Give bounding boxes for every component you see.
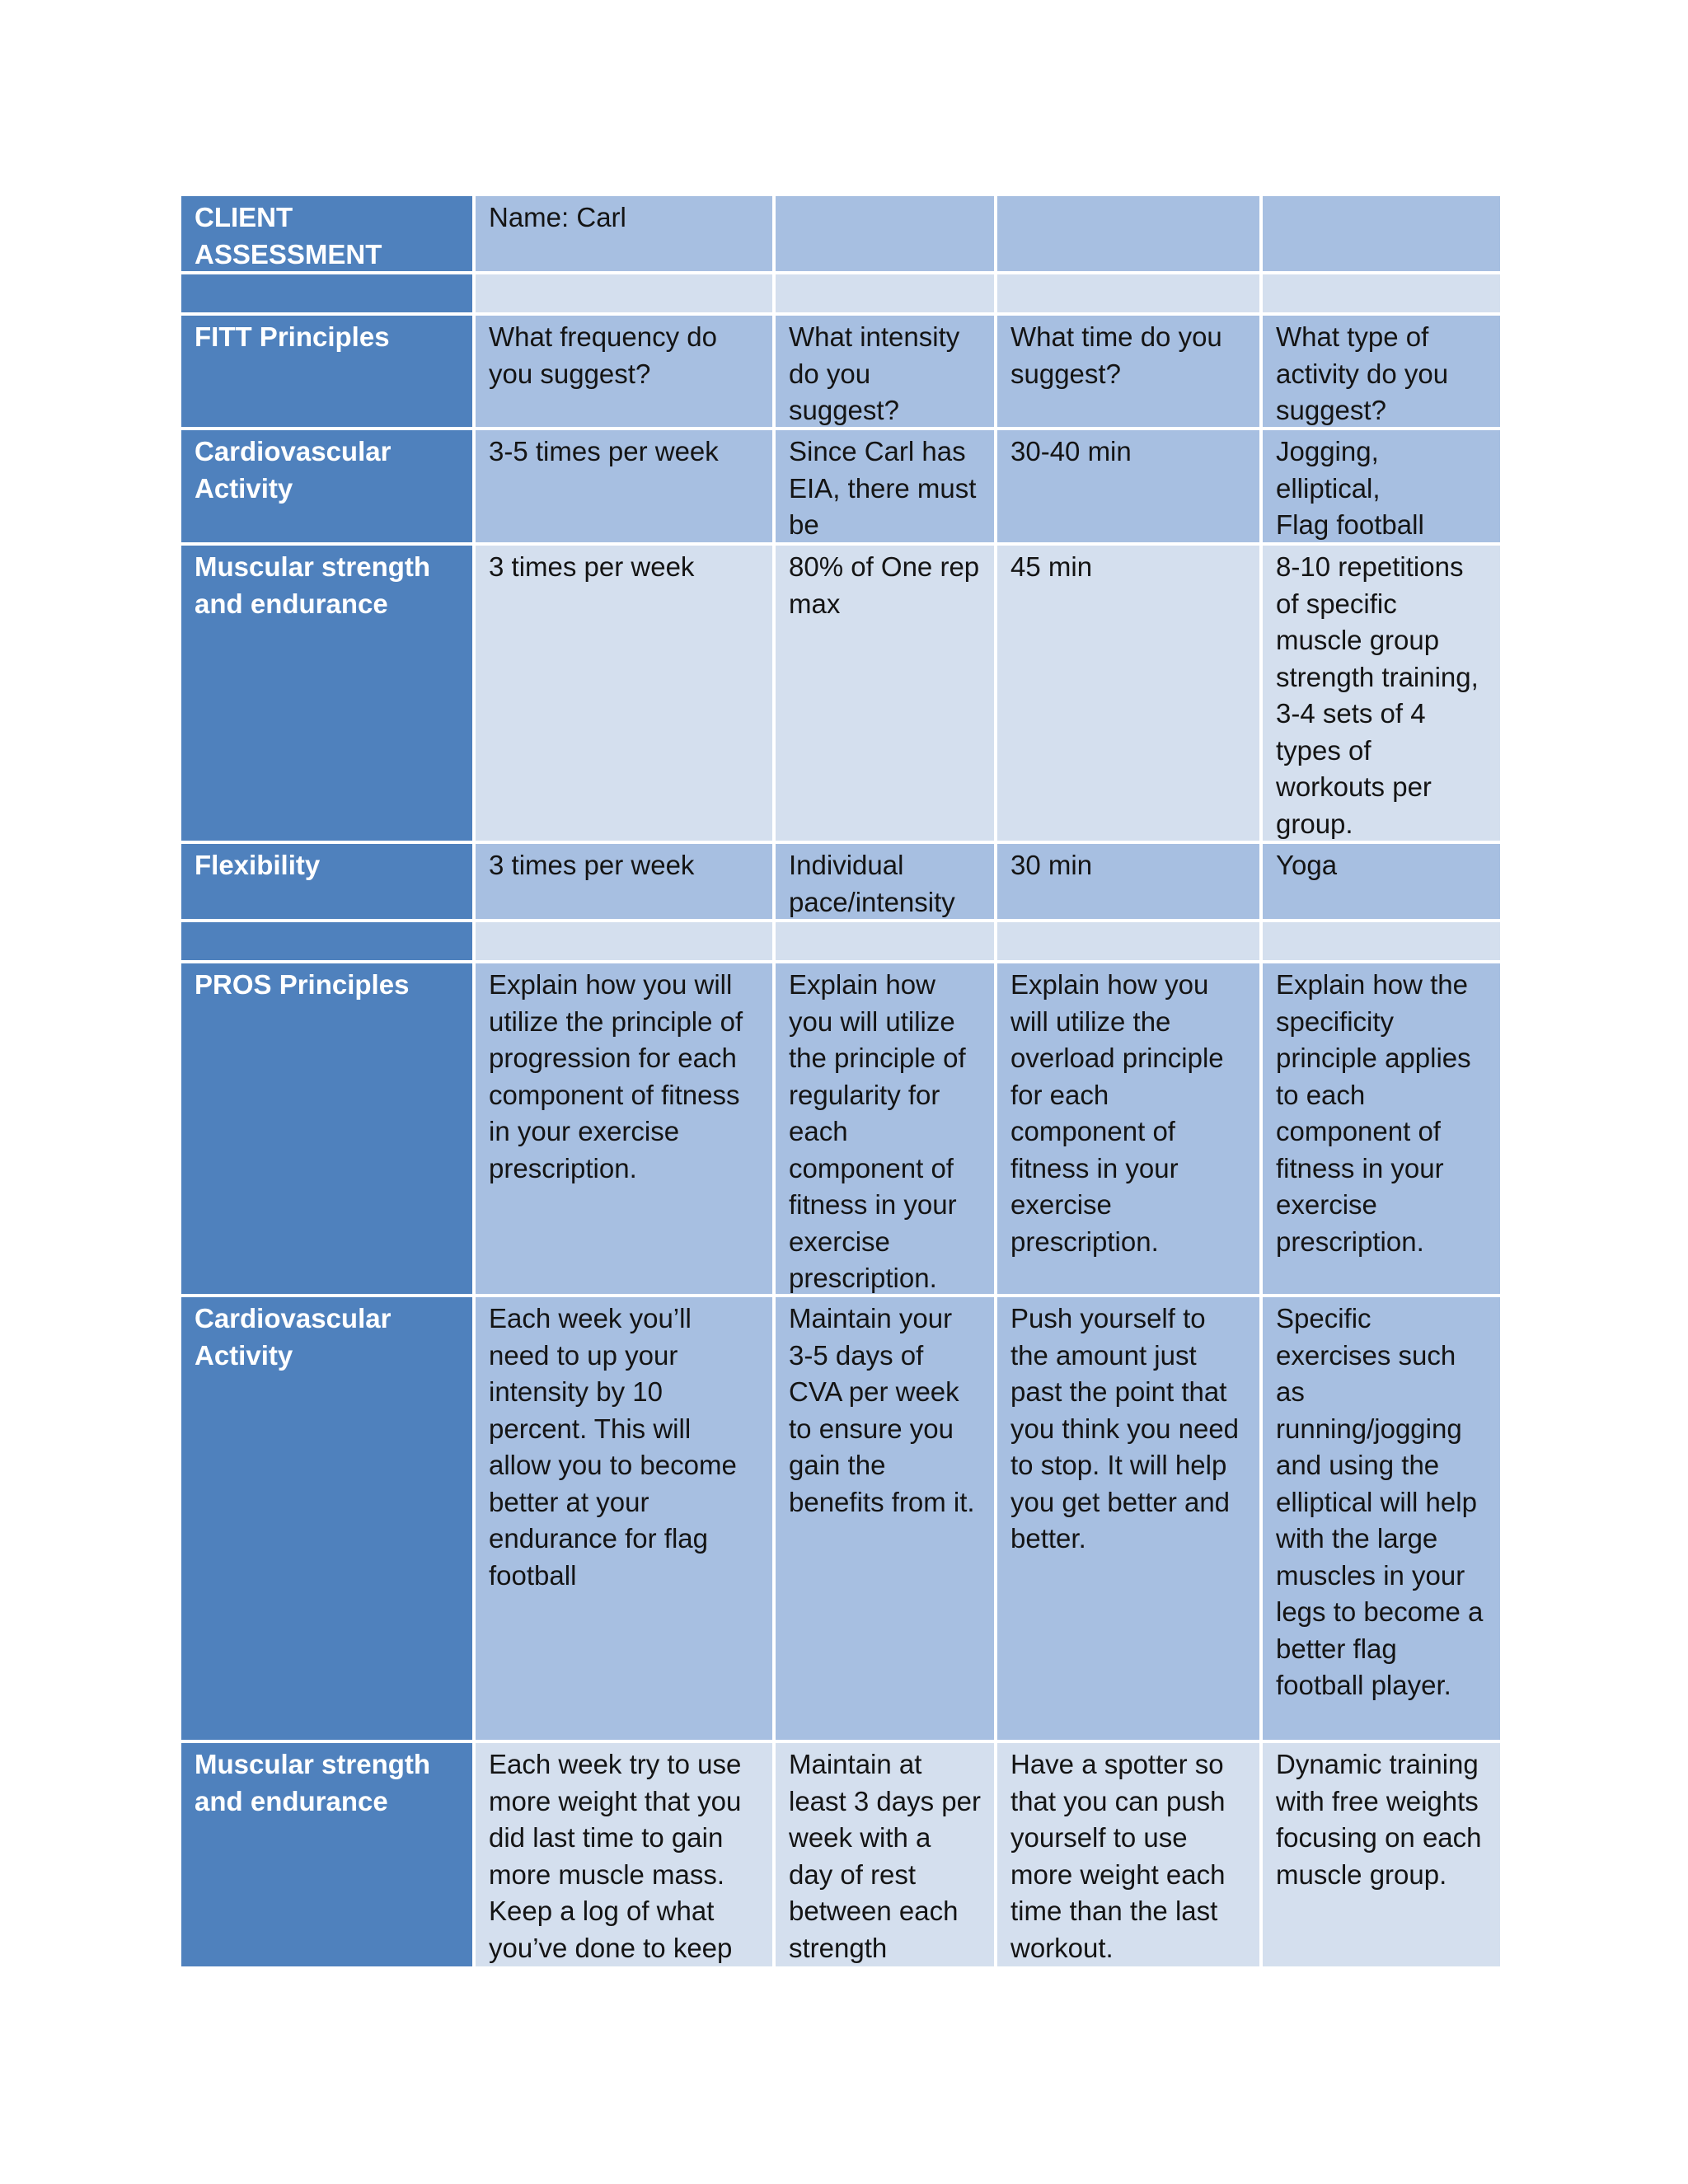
flexibility-type: Yoga (1263, 844, 1500, 919)
empty-cell (997, 196, 1259, 271)
client-name: Name: Carl (476, 196, 772, 271)
muscular-progression: Each week try to use more weight that you did last time to gain more muscle mass. Keep a log of what you’ve done to keep (476, 1743, 772, 1966)
matrix-title: CLIENT ASSESSMENT (181, 196, 472, 271)
spacer-cell (997, 922, 1259, 960)
muscular-intensity: 80% of One rep max (776, 546, 994, 841)
cardio-specificity: Specific exercises such as running/jogging and using the elliptical will help with the large muscles in your legs to become a better flag football player. (1263, 1297, 1500, 1740)
flexibility-intensity: Individual pace/intensity (776, 844, 994, 919)
row-label-cardiovascular: Cardiovascular Activity (181, 430, 472, 542)
fitt-question-type: What type of activity do you suggest? (1263, 316, 1500, 427)
cardio-type: Jogging, elliptical, Flag football (1263, 430, 1500, 542)
flexibility-frequency: 3 times per week (476, 844, 772, 919)
spacer-cell (181, 922, 472, 960)
muscular-frequency: 3 times per week (476, 546, 772, 841)
pros-question-regularity: Explain how you will utilize the principle of regularity for each component of fitness in your exercise prescription. (776, 963, 994, 1294)
fitt-question-time: What time do you suggest? (997, 316, 1259, 427)
pros-question-progression: Explain how you will utilize the principle of progression for each component of fitness in your exercise prescription. (476, 963, 772, 1294)
muscular-overload: Have a spotter so that you can push yourself to use more weight each time than the last workout. (997, 1743, 1259, 1966)
row-label-cardiovascular: Cardiovascular Activity (181, 1297, 472, 1740)
spacer-cell (1263, 274, 1500, 312)
row-label-muscular: Muscular strength and endurance (181, 1743, 472, 1966)
cardio-frequency: 3-5 times per week (476, 430, 772, 542)
pros-question-overload: Explain how you will utilize the overload principle for each component of fitness in your exercise prescription. (997, 963, 1259, 1294)
cardio-intensity: Since Carl has EIA, there must be (776, 430, 994, 542)
spacer-cell (776, 274, 994, 312)
spacer-cell (476, 274, 772, 312)
empty-cell (1263, 196, 1500, 271)
empty-cell (776, 196, 994, 271)
spacer-cell (476, 922, 772, 960)
spacer-cell (776, 922, 994, 960)
cardio-time: 30-40 min (997, 430, 1259, 542)
muscular-regularity: Maintain at least 3 days per week with a day of rest between each strength (776, 1743, 994, 1966)
client-assessment-matrix (181, 196, 1487, 1963)
pros-principles-label: PROS Principles (181, 963, 472, 1294)
cardio-progression: Each week you’ll need to up your intensity by 10 percent. This will allow you to become better at your endurance for flag football (476, 1297, 772, 1740)
row-label-flexibility: Flexibility (181, 844, 472, 919)
fitt-question-intensity: What intensity do you suggest? (776, 316, 994, 427)
fitt-principles-label: FITT Principles (181, 316, 472, 427)
muscular-type: 8-10 repetitions of specific muscle group strength training, 3-4 sets of 4 types of workouts per group. (1263, 546, 1500, 841)
cardio-regularity: Maintain your 3-5 days of CVA per week to ensure you gain the benefits from it. (776, 1297, 994, 1740)
spacer-cell (181, 274, 472, 312)
muscular-specificity: Dynamic training with free weights focusing on each muscle group. (1263, 1743, 1500, 1966)
cardio-overload: Push yourself to the amount just past the point that you think you need to stop. It will help you get better and better. (997, 1297, 1259, 1740)
pros-question-specificity: Explain how the specificity principle applies to each component of fitness in your exercise prescription. (1263, 963, 1500, 1294)
spacer-cell (997, 274, 1259, 312)
muscular-time: 45 min (997, 546, 1259, 841)
row-label-muscular: Muscular strength and endurance (181, 546, 472, 841)
fitt-question-frequency: What frequency do you suggest? (476, 316, 772, 427)
spacer-cell (1263, 922, 1500, 960)
flexibility-time: 30 min (997, 844, 1259, 919)
